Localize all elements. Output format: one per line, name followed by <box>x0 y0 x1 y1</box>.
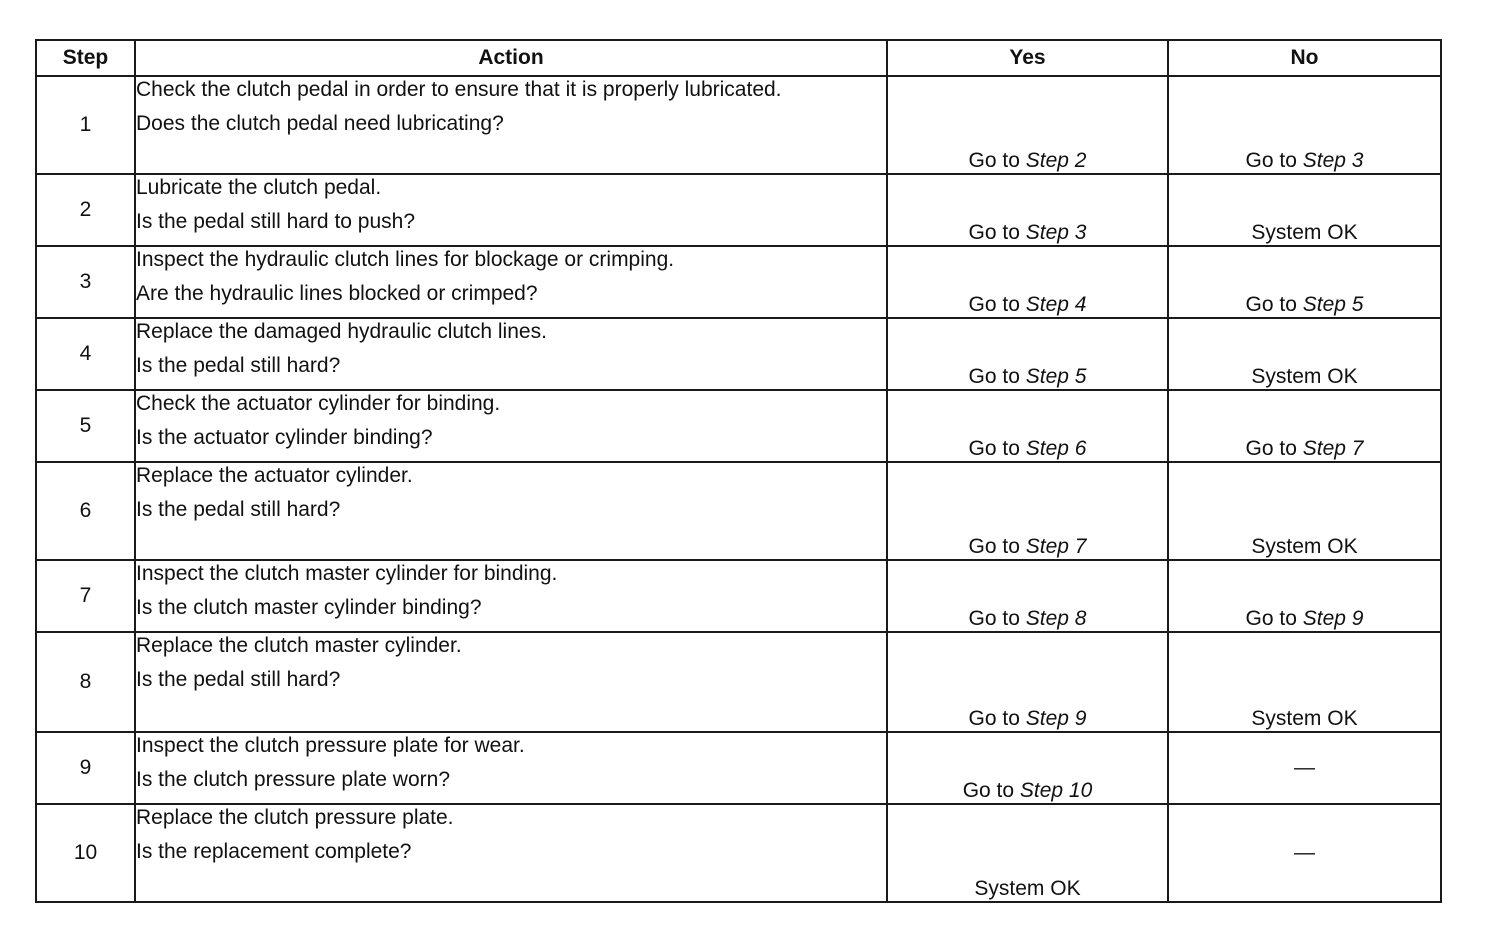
table-row <box>36 174 1441 246</box>
yes-text: Go to <box>968 293 1026 316</box>
yes-step-ref: Step 8 <box>1025 607 1087 630</box>
yes-text: Go to <box>968 365 1026 388</box>
yes-step-ref: Step 6 <box>1025 437 1087 460</box>
no-cell <box>1168 804 1441 902</box>
table-row <box>36 732 1441 804</box>
yes-cell <box>887 732 1168 804</box>
no-cell <box>1168 632 1441 732</box>
yes-step-ref: Step 7 <box>1025 535 1087 558</box>
step-number: 10 <box>36 804 135 902</box>
action-question: Is the replacement complete? <box>136 840 412 863</box>
no-text: Go to <box>1245 437 1303 460</box>
yes-step-ref: Step 3 <box>1025 221 1087 244</box>
no-text: System OK <box>1251 365 1358 388</box>
no-cell <box>1168 462 1441 560</box>
action-cell <box>135 462 887 560</box>
yes-cell <box>887 318 1168 390</box>
step-number: 8 <box>36 632 135 732</box>
action-question: Is the clutch master cylinder binding? <box>136 596 482 619</box>
header-yes: Yes <box>887 40 1168 76</box>
no-text: Go to <box>1245 607 1303 630</box>
action-question: Is the pedal still hard? <box>136 668 341 691</box>
yes-text: Go to <box>968 149 1026 172</box>
no-cell <box>1168 174 1441 246</box>
action-instruction: Inspect the hydraulic clutch lines for blockage or crimping. <box>136 248 675 271</box>
action-cell <box>135 390 887 462</box>
yes-cell <box>887 76 1168 174</box>
no-text: System OK <box>1251 535 1358 558</box>
table-header-row <box>36 40 1441 76</box>
action-question: Is the clutch pressure plate worn? <box>136 768 450 791</box>
table-row <box>36 462 1441 560</box>
action-instruction: Inspect the clutch pressure plate for wear. <box>136 734 525 757</box>
step-number: 6 <box>36 462 135 560</box>
header-no: No <box>1168 40 1441 76</box>
no-cell <box>1168 76 1441 174</box>
table-row <box>36 318 1441 390</box>
no-step-ref: Step 7 <box>1302 437 1364 460</box>
yes-cell <box>887 804 1168 902</box>
yes-cell <box>887 632 1168 732</box>
step-number: 5 <box>36 390 135 462</box>
action-cell <box>135 804 887 902</box>
yes-text: Go to <box>968 535 1026 558</box>
action-instruction: Replace the clutch master cylinder. <box>136 634 462 657</box>
yes-text: Go to <box>968 607 1026 630</box>
yes-step-ref: Step 5 <box>1025 365 1087 388</box>
action-instruction: Lubricate the clutch pedal. <box>136 176 382 199</box>
table-row <box>36 390 1441 462</box>
yes-step-ref: Step 10 <box>1019 779 1093 802</box>
step-number: 9 <box>36 732 135 804</box>
header-step: Step <box>36 40 135 76</box>
action-instruction: Replace the clutch pressure plate. <box>136 806 454 829</box>
action-question: Is the pedal still hard? <box>136 354 341 377</box>
yes-cell <box>887 174 1168 246</box>
table-row <box>36 76 1441 174</box>
action-instruction: Replace the damaged hydraulic clutch lines. <box>136 320 547 343</box>
yes-text: System OK <box>974 877 1081 900</box>
yes-cell <box>887 462 1168 560</box>
action-instruction: Check the actuator cylinder for binding. <box>136 392 501 415</box>
action-question: Does the clutch pedal need lubricating? <box>136 112 504 135</box>
no-step-ref: Step 3 <box>1302 149 1364 172</box>
table-row <box>36 246 1441 318</box>
action-cell <box>135 76 887 174</box>
action-cell <box>135 560 887 632</box>
no-cell <box>1168 390 1441 462</box>
diagnostic-table <box>35 39 1442 903</box>
action-cell <box>135 732 887 804</box>
yes-step-ref: Step 2 <box>1025 149 1087 172</box>
yes-cell <box>887 390 1168 462</box>
action-cell <box>135 318 887 390</box>
table-row <box>36 632 1441 732</box>
action-instruction: Replace the actuator cylinder. <box>136 464 413 487</box>
yes-text: Go to <box>968 707 1026 730</box>
action-cell <box>135 632 887 732</box>
no-text: System OK <box>1251 221 1358 244</box>
action-question: Is the pedal still hard? <box>136 498 341 521</box>
yes-text: Go to <box>968 221 1026 244</box>
yes-step-ref: Step 9 <box>1025 707 1087 730</box>
action-cell <box>135 246 887 318</box>
action-instruction: Check the clutch pedal in order to ensure that it is properly lubricated. <box>136 78 782 101</box>
yes-cell <box>887 246 1168 318</box>
action-instruction: Inspect the clutch master cylinder for binding. <box>136 562 558 585</box>
step-number: 1 <box>36 76 135 174</box>
action-question: Is the pedal still hard to push? <box>136 210 416 233</box>
yes-step-ref: Step 4 <box>1025 293 1087 316</box>
no-step-ref: Step 5 <box>1302 293 1364 316</box>
yes-cell <box>887 560 1168 632</box>
action-question: Is the actuator cylinder binding? <box>136 426 433 449</box>
no-cell <box>1168 318 1441 390</box>
step-number: 4 <box>36 318 135 390</box>
no-text: Go to <box>1245 293 1303 316</box>
yes-text: Go to <box>968 437 1026 460</box>
no-dash: — <box>1294 841 1315 864</box>
no-step-ref: Step 9 <box>1302 607 1364 630</box>
no-dash: — <box>1294 756 1315 779</box>
step-number: 2 <box>36 174 135 246</box>
no-text: Go to <box>1245 149 1303 172</box>
step-number: 7 <box>36 560 135 632</box>
no-cell <box>1168 732 1441 804</box>
step-number: 3 <box>36 246 135 318</box>
yes-text: Go to <box>962 779 1020 802</box>
header-action: Action <box>135 40 887 76</box>
action-question: Are the hydraulic lines blocked or crimped? <box>136 282 538 305</box>
no-cell <box>1168 560 1441 632</box>
table-row <box>36 560 1441 632</box>
table-row <box>36 804 1441 902</box>
action-cell <box>135 174 887 246</box>
no-text: System OK <box>1251 707 1358 730</box>
no-cell <box>1168 246 1441 318</box>
